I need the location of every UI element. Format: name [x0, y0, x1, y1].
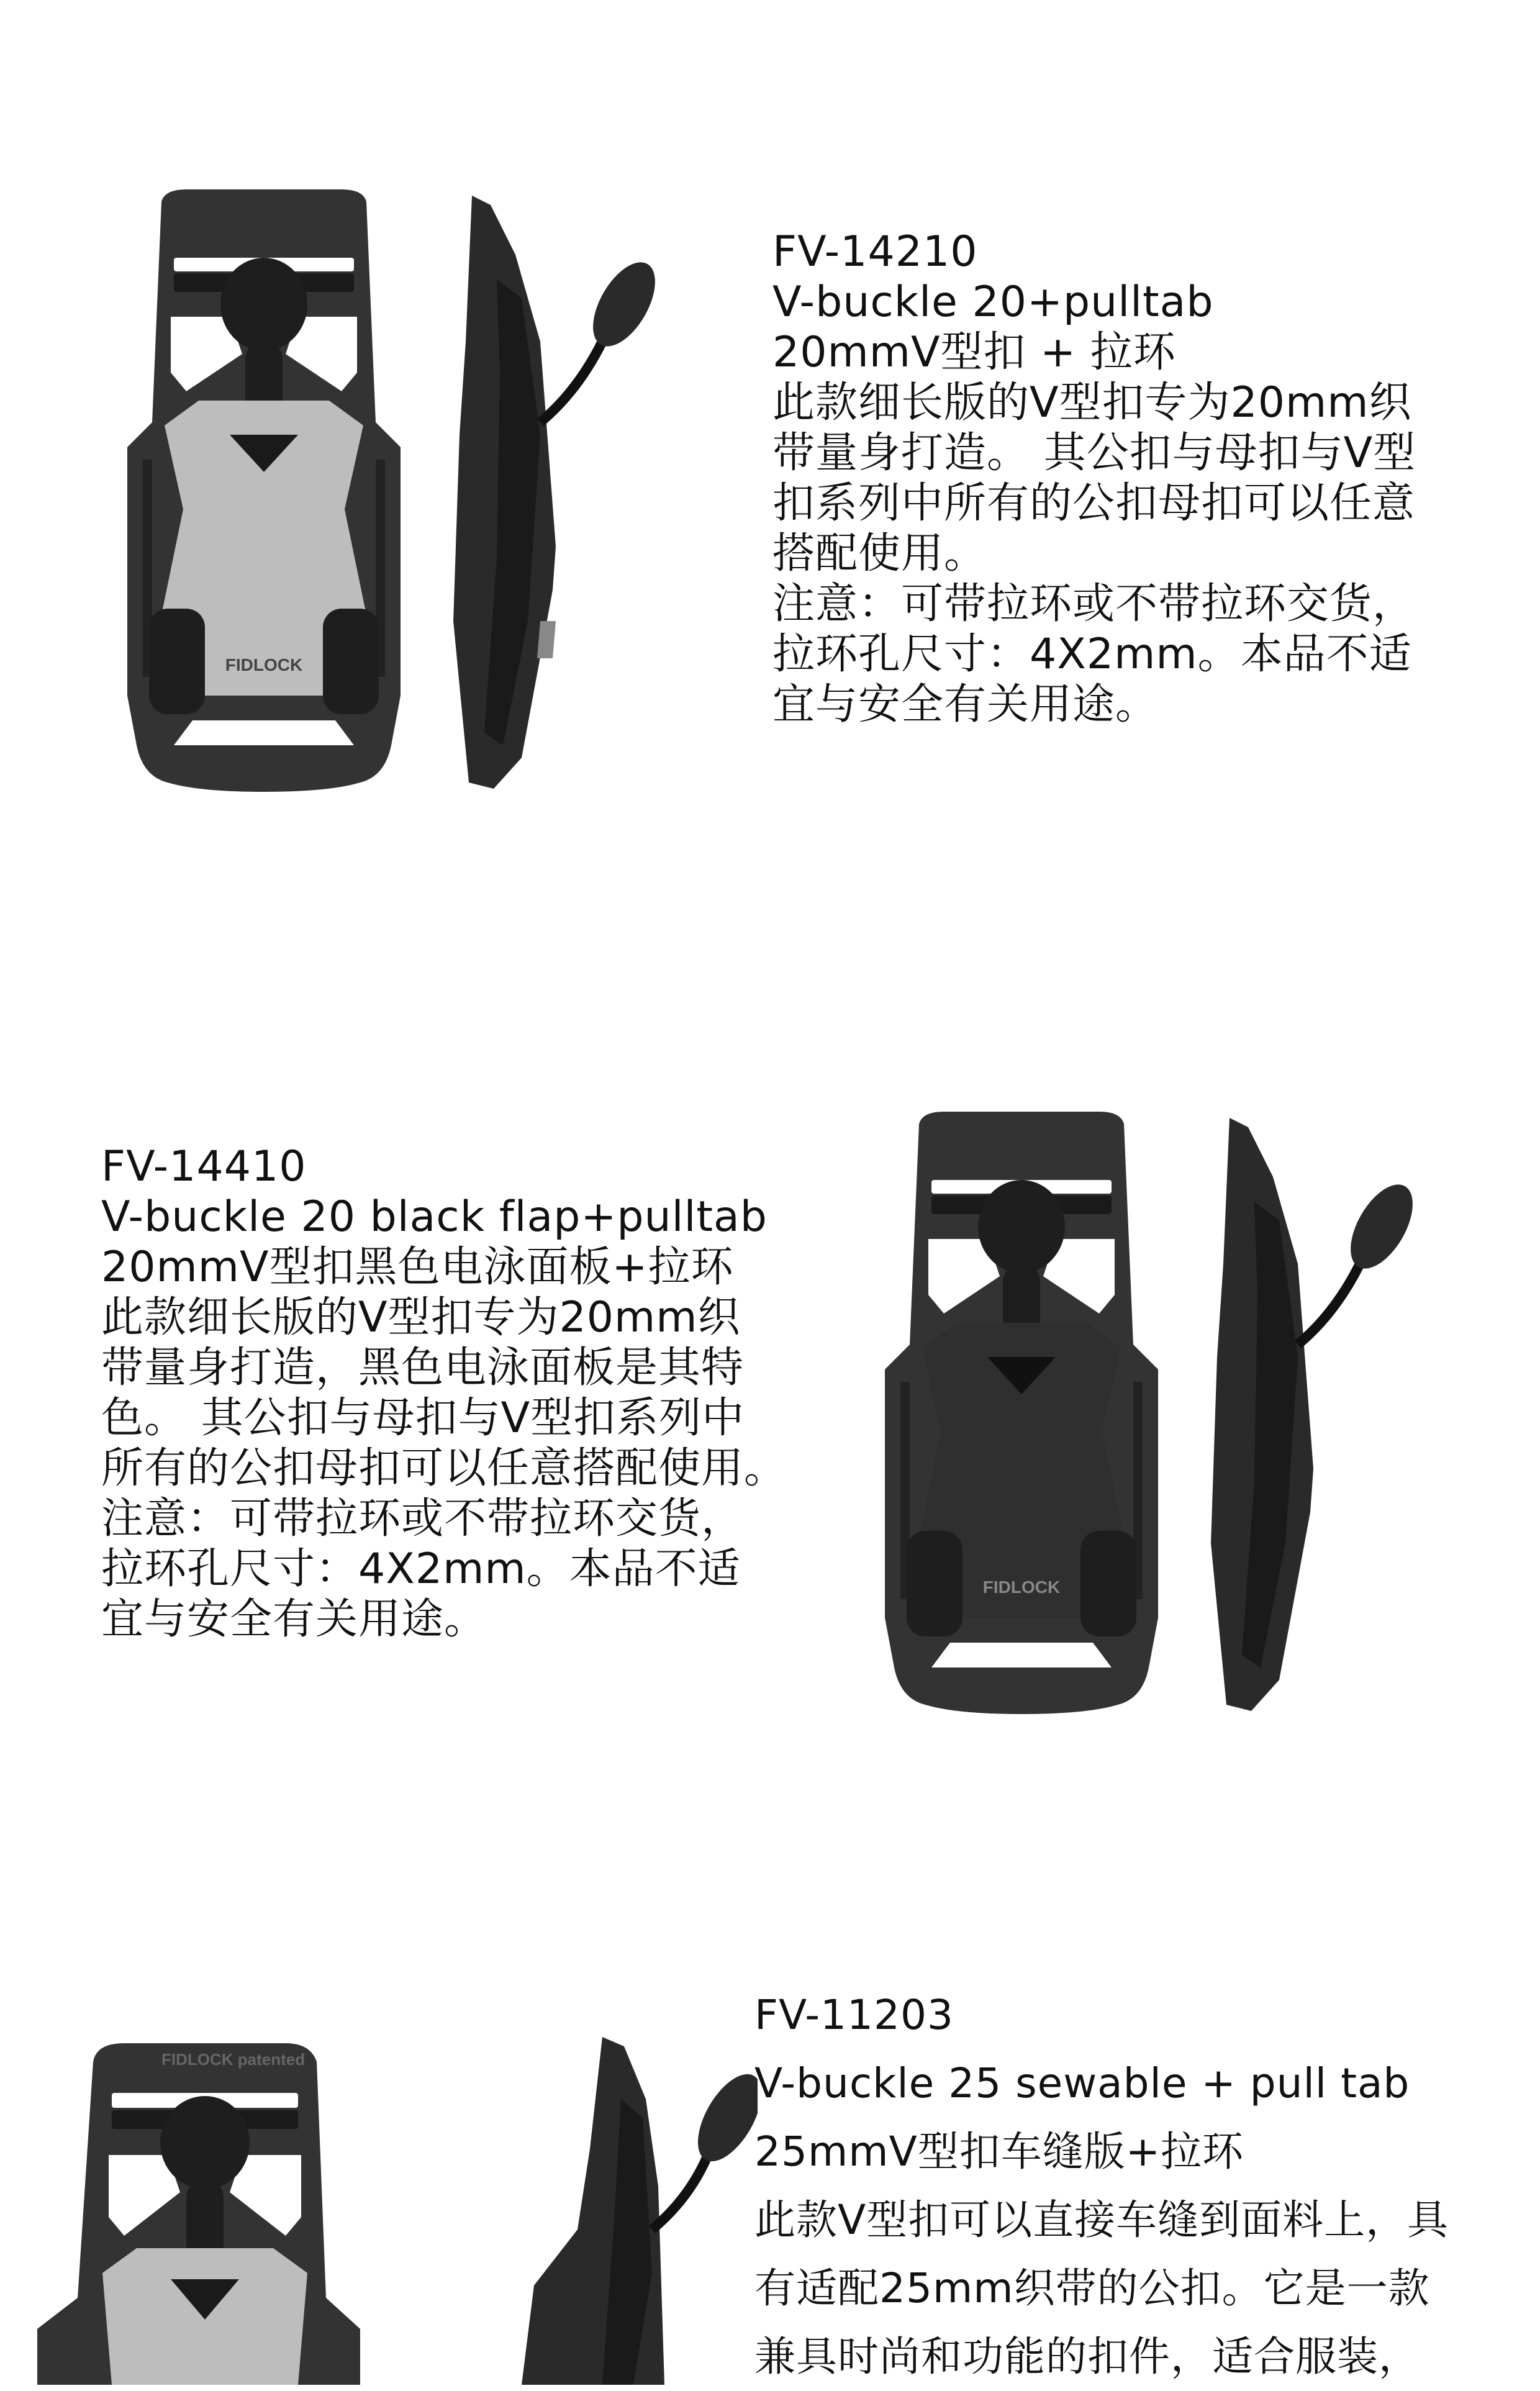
product-name-cn: 20mmV型扣黑色电泳面板+拉环 [101, 1243, 734, 1292]
buckle-front-image [118, 186, 410, 798]
buckle-front-image [25, 2037, 379, 2385]
product-description: 此款V型扣可以直接车缝到面料上，具 有适配25mm织带的公扣。它是一款 兼具时尚和功能的扣件，适合服装， [754, 2196, 1449, 2380]
product-description: 此款细长版的V型扣专为20mm织 带量身打造，黑色电泳面板是其特 色。 其公扣与母扣与V型扣系列中 所有的公扣母扣可以任意搭配使用。 注意：可带拉环或不带拉环交货， 拉环孔尺寸：4X2mm。本品不适 宜与安全有关用途。 [101, 1293, 787, 1644]
product-name-en: V-buckle 25 sewable + pull tab [754, 2059, 1410, 2107]
product-code: FV-14210 [772, 227, 978, 276]
product-info-2 [101, 1141, 822, 1645]
product-code: FV-14410 [101, 1142, 307, 1191]
product-info-3 [754, 1981, 1518, 2391]
svg-text:FIDLOCK: FIDLOCK [225, 655, 303, 674]
product-name-cn: 25mmV型扣车缝版+拉环 [754, 2128, 1244, 2175]
product-code: FV-11203 [754, 1991, 954, 2039]
svg-text:FIDLOCK: FIDLOCK [982, 1577, 1061, 1597]
product-info-1 [772, 227, 1456, 730]
product-name-en: V-buckle 20+pulltab [772, 278, 1214, 327]
svg-text:FIDLOCK patented: FIDLOCK patented [161, 2050, 306, 2069]
product-name-cn: 20mmV型扣 + 拉环 [772, 328, 1176, 377]
buckle-side-image [1205, 1109, 1416, 1711]
buckle-side-image [509, 2025, 758, 2385]
product-description: 此款细长版的V型扣专为20mm织 带量身打造。 其公扣与母扣与V型 扣系列中所有的公扣母扣可以任意 搭配使用。 注意：可带拉环或不带拉环交货， 拉环孔尺寸：4X2mm。本品不适 宜与安全有关用途。 [772, 378, 1416, 729]
product-name-en: V-buckle 20 black flap+pulltab [101, 1192, 768, 1241]
buckle-front-image [876, 1109, 1167, 1720]
buckle-side-image [447, 186, 658, 789]
